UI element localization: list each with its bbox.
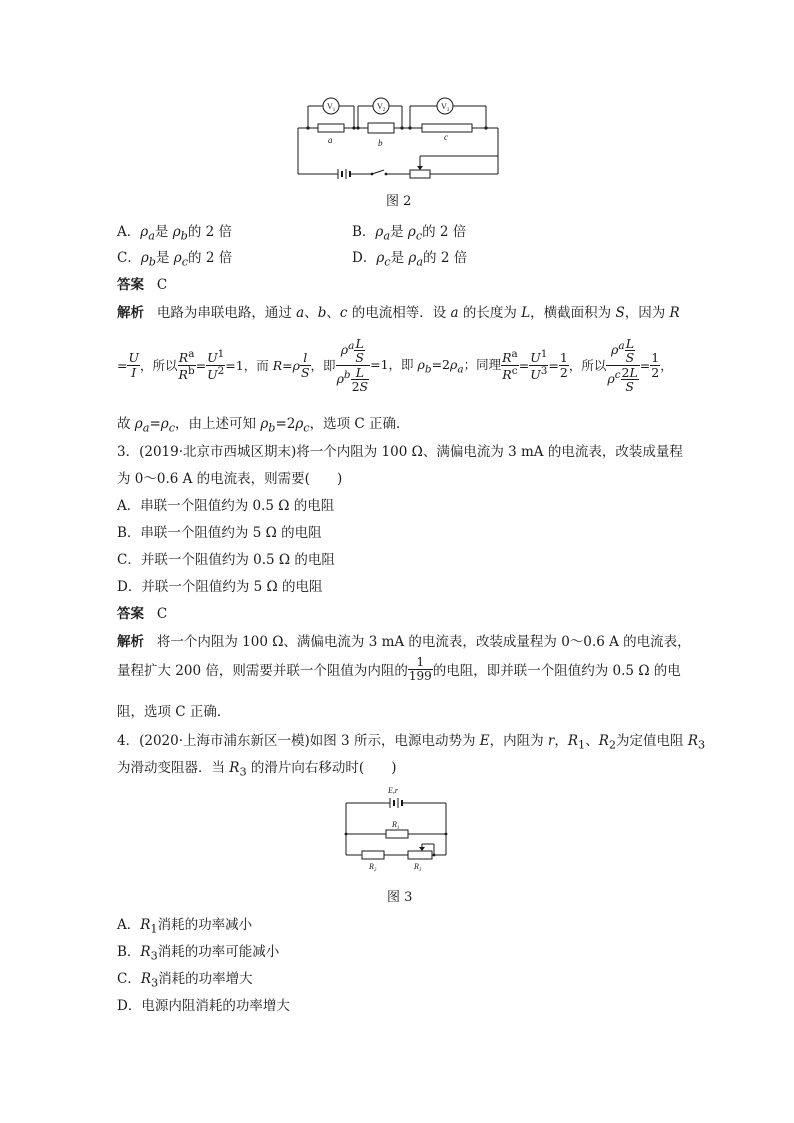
figure-3-caption: 图 3 [387, 890, 413, 905]
voltmeter-2-label: $V_2$ [377, 102, 386, 113]
q3-analysis-line1: 解析 将一个内阻为 100 Ω、满偏电流为 3 mA 的电流表，改装成量程为 0～0.6 A 的电流表， [117, 634, 691, 650]
q4-option-a: A．$R_1$消耗的功率减小 [117, 917, 253, 936]
q4-stem-line1: 4．(2020·上海市浦东新区一模)如图 3 所示，电源电动势为 E，内阻为 r，$R_1$、$R_2$为定值电阻 $R_3$ [117, 733, 706, 752]
q4-option-c: C．$R_3$消耗的功率增大 [117, 971, 253, 990]
q3-stem-line1: 3．(2019·北京市西城区期末)将一个内阻为 100 Ω、满偏电流为 3 mA 的电流表，改装成量程 [117, 444, 683, 460]
q3-option-c: C．并联一个阻值约为 0.5 Ω 的电阻 [117, 552, 335, 568]
q2-option-b: B．$\rho_a$是 $\rho_c$的 2 倍 [352, 224, 467, 243]
q2-answer: 答案 C [117, 277, 168, 293]
q2-option-d: D．$\rho_c$是 $\rho_a$的 2 倍 [352, 250, 468, 269]
figure-2-circuit [290, 92, 505, 187]
r2-label: $R_2$ [369, 862, 377, 873]
figure-2-caption: 图 2 [386, 194, 412, 209]
q2-option-a: A．$\rho_a$是 $\rho_b$的 2 倍 [117, 224, 233, 243]
voltmeter-3-label: $V_3$ [441, 102, 450, 113]
q4-option-d: D．电源内阻消耗的功率增大 [117, 998, 290, 1014]
q4-option-b: B．$R_3$消耗的功率可能减小 [117, 944, 280, 963]
resistor-a-label: a [328, 135, 333, 145]
q3-stem-line2: 为 0～0.6 A 的电流表，则需要( ) [117, 471, 343, 487]
circuit-diagram-3 [338, 783, 458, 873]
q3-analysis-line2: 量程扩大 200 倍，则需要并联一个阻值为内阻的 $\frac{1}{199}$ 的电阻，即并联一个阻值约为 0.5 Ω 的电 [117, 655, 681, 683]
q3-option-b: B．串联一个阻值约为 5 Ω 的电阻 [117, 525, 322, 541]
q2-option-c: C．$\rho_b$是 $\rho_c$的 2 倍 [117, 250, 233, 269]
r3-label: $R_3$ [414, 862, 422, 873]
resistor-c-label: c [444, 132, 448, 142]
voltmeter-1-label: $V_1$ [327, 102, 336, 113]
r1-label: $R_1$ [392, 820, 400, 831]
q3-analysis-line3: 阻，选项 C 正确． [117, 704, 231, 720]
resistor-b-label: b [378, 138, 383, 148]
q3-option-d: D．并联一个阻值约为 5 Ω 的电阻 [117, 579, 323, 595]
q3-answer: 答案 C [117, 606, 168, 622]
q2-analysis-line3: 故 $\rho_a=\rho_c$，由上述可知 $\rho_b=2\rho_c$，选项 C 正确． [117, 416, 410, 435]
q2-analysis-equation-line: = $\frac{U}{I}$ ，所以 $\frac{R^a}{R^b}$ = $\frac{U^1}{U^2}$ =1，而 R=ρ $\frac{l}{S}$ ，即 $\rho^a$ $\frac{L}{S}$ $\rho^b$ $\frac{L}{2S}$ =1，即 $\rho_b=2\rho_a$；同理 $\frac{R^a}{R^c}$ = $\frac{U^1}{U^3}$ = $\frac{1}{2}$ ，所以 $\rho^a$ $\frac{L}{S}$ $\rho^c$ $\frac{2L}{S}$ = $\frac{1}{2}$ ， [117, 336, 673, 394]
figure-3-circuit [338, 783, 458, 873]
q4-stem-line2: 为滑动变阻器．当 $R_3$ 的滑片向右移动时( ) [117, 760, 397, 779]
q3-option-a: A．串联一个阻值约为 0.5 Ω 的电阻 [117, 498, 335, 514]
circuit-diagram-2 [290, 92, 505, 187]
q2-analysis-line1: 解析 电路为串联电路，通过 a、b、c 的电流相等．设 a 的长度为 L，横截面积为 S，因为 R [117, 305, 680, 321]
source-label: E,r [388, 786, 398, 795]
